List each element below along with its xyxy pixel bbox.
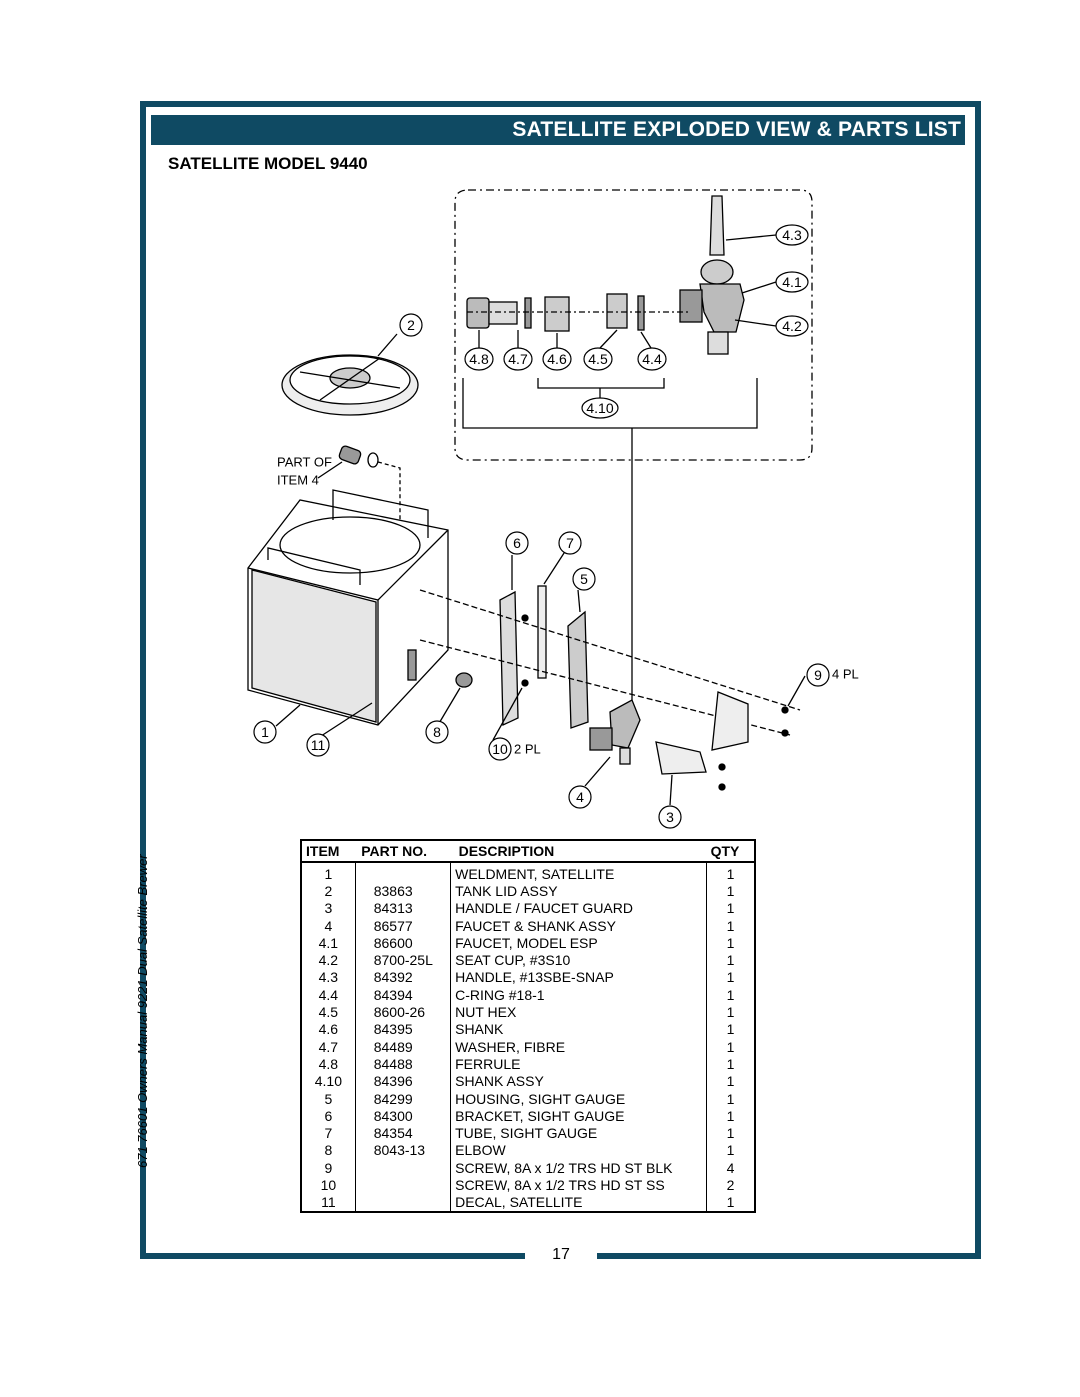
model-heading: SATELLITE MODEL 9440 — [168, 154, 368, 173]
cell-item: 4.8 — [318, 1055, 339, 1072]
cell-item: 4.6 — [318, 1021, 339, 1038]
cell-description: HANDLE / FAUCET GUARD — [451, 900, 707, 917]
header-part-no: PART NO. — [355, 840, 450, 862]
table-row — [301, 1159, 755, 1176]
part-of-label-line2: ITEM 4 — [277, 472, 319, 488]
cell-description: ELBOW — [451, 1142, 707, 1159]
cell-part-no: 84313 — [355, 900, 450, 917]
header-qty: QTY — [707, 840, 755, 862]
callout-4-7: 4.7 — [508, 351, 528, 367]
cell-part-no: 84300 — [355, 1107, 450, 1124]
cell-qty: 1 — [707, 1073, 755, 1090]
cell-qty: 1 — [707, 1003, 755, 1020]
cell-item: 4.5 — [318, 1004, 339, 1021]
cell-description: HANDLE, #13SBE-SNAP — [451, 969, 707, 986]
part-of-label-line1: PART OF — [277, 454, 332, 470]
cell-part-no: 84299 — [355, 1090, 450, 1107]
cell-qty: 4 — [707, 1159, 755, 1176]
cell-qty: 1 — [707, 1107, 755, 1124]
table-row — [301, 1073, 755, 1090]
cell-qty: 1 — [707, 1090, 755, 1107]
cell-qty: 1 — [707, 934, 755, 951]
cell-item: 10 — [320, 1176, 337, 1193]
cell-qty: 1 — [707, 1194, 755, 1212]
table-row — [301, 1055, 755, 1072]
cell-item: 5 — [324, 1090, 333, 1107]
callout-3: 3 — [666, 809, 674, 825]
table-row — [301, 1124, 755, 1141]
page-number: 17 — [552, 1246, 570, 1263]
cell-part-no — [355, 862, 450, 882]
frame-bottom-border-left — [140, 1253, 525, 1259]
cell-part-no — [355, 1176, 450, 1193]
satellite-body-drawing — [248, 490, 448, 738]
elbow-drawing — [438, 673, 472, 725]
cell-qty: 1 — [707, 900, 755, 917]
cell-qty: 1 — [707, 969, 755, 986]
cell-description: FAUCET, MODEL ESP — [451, 934, 707, 951]
cell-item: 8 — [324, 1142, 333, 1159]
frame-right-border — [975, 101, 981, 1259]
cell-part-no: 84395 — [355, 1021, 450, 1038]
table-row — [301, 1176, 755, 1193]
frame-bottom-border-right — [597, 1253, 981, 1259]
callout-1: 1 — [261, 724, 269, 740]
callout-4-8: 4.8 — [469, 351, 489, 367]
page-title-bar — [151, 115, 965, 145]
parts-list-table — [300, 839, 756, 1213]
callout-4-4: 4.4 — [642, 351, 662, 367]
callout-10-quantity: 2 PL — [514, 741, 541, 757]
exploded-view-diagram — [240, 180, 880, 830]
cell-description: NUT HEX — [451, 1003, 707, 1020]
cell-item: 4.10 — [314, 1073, 342, 1090]
callout-2: 2 — [407, 317, 415, 333]
cell-part-no — [355, 1159, 450, 1176]
table-row — [301, 1003, 755, 1020]
cell-item: 4.4 — [318, 986, 339, 1003]
cell-description: BRACKET, SIGHT GAUGE — [451, 1107, 707, 1124]
cell-part-no: 84489 — [355, 1038, 450, 1055]
table-row — [301, 900, 755, 917]
cell-description: WELDMENT, SATELLITE — [451, 862, 707, 882]
cell-item: 3 — [324, 900, 333, 917]
callout-4-2: 4.2 — [782, 318, 802, 334]
cell-description: SCREW, 8A x 1/2 TRS HD ST SS — [451, 1176, 707, 1193]
cell-part-no: 8043-13 — [355, 1142, 450, 1159]
cell-qty: 1 — [707, 1038, 755, 1055]
table-row — [301, 1021, 755, 1038]
cell-qty: 1 — [707, 986, 755, 1003]
cell-item: 6 — [324, 1107, 333, 1124]
table-row — [301, 1142, 755, 1159]
cell-part-no: 84488 — [355, 1055, 450, 1072]
faucet-detail-drawing — [680, 196, 776, 354]
cell-qty: 1 — [707, 951, 755, 968]
cell-item: 9 — [324, 1159, 333, 1176]
callout-6: 6 — [513, 535, 521, 551]
callout-8: 8 — [433, 724, 441, 740]
cell-qty: 1 — [707, 1124, 755, 1141]
cell-description: SHANK ASSY — [451, 1073, 707, 1090]
cell-item: 4.7 — [318, 1038, 339, 1055]
table-row — [301, 1038, 755, 1055]
table-row — [301, 969, 755, 986]
cell-part-no: 8700-25L — [355, 951, 450, 968]
table-row — [301, 1107, 755, 1124]
cell-part-no: 86577 — [355, 917, 450, 934]
header-description: DESCRIPTION — [451, 840, 707, 862]
cell-qty: 1 — [707, 917, 755, 934]
cell-qty: 1 — [707, 1055, 755, 1072]
cell-item: 11 — [321, 1194, 336, 1211]
cell-part-no: 83863 — [355, 882, 450, 899]
callout-11: 11 — [310, 737, 326, 753]
table-row — [301, 934, 755, 951]
callout-4-6: 4.6 — [547, 351, 567, 367]
cell-description: HOUSING, SIGHT GAUGE — [451, 1090, 707, 1107]
cell-part-no: 84394 — [355, 986, 450, 1003]
cell-part-no: 84392 — [355, 969, 450, 986]
cell-item: 7 — [324, 1125, 333, 1142]
table-row — [301, 862, 755, 882]
callout-5: 5 — [580, 571, 588, 587]
cell-qty: 1 — [707, 1021, 755, 1038]
cell-description: SHANK — [451, 1021, 707, 1038]
callout-4-3: 4.3 — [782, 227, 802, 243]
side-manual-caption: 671 76601 Owners Manual 9221 Dual Satellite Brewer — [135, 854, 150, 1168]
cell-description: FAUCET & SHANK ASSY — [451, 917, 707, 934]
cell-description: TANK LID ASSY — [451, 882, 707, 899]
cell-qty: 1 — [707, 882, 755, 899]
table-row — [301, 882, 755, 899]
cell-part-no: 86600 — [355, 934, 450, 951]
callout-7: 7 — [566, 535, 574, 551]
cell-qty: 1 — [707, 862, 755, 882]
cell-item: 4 — [324, 917, 333, 934]
cell-description: SEAT CUP, #3S10 — [451, 951, 707, 968]
parts-table-header-row — [301, 840, 755, 862]
cell-item: 1 — [324, 865, 333, 882]
cell-item: 4.1 — [318, 934, 339, 951]
cell-item: 4.3 — [318, 969, 339, 986]
callout-9-quantity: 4 PL — [832, 666, 859, 682]
cell-description: DECAL, SATELLITE — [451, 1194, 707, 1212]
table-row — [301, 1090, 755, 1107]
cell-part-no — [355, 1194, 450, 1212]
table-row — [301, 917, 755, 934]
cell-qty: 1 — [707, 1142, 755, 1159]
tank-lid-drawing — [282, 334, 418, 415]
header-item: ITEM — [301, 840, 355, 862]
detail-callout-box — [455, 190, 812, 460]
cell-description: WASHER, FIBRE — [451, 1038, 707, 1055]
cell-item: 2 — [324, 882, 333, 899]
parts-table-body — [301, 862, 755, 1212]
cell-qty: 2 — [707, 1176, 755, 1193]
callout-4-5: 4.5 — [588, 351, 608, 367]
cell-description: FERRULE — [451, 1055, 707, 1072]
cell-part-no: 84354 — [355, 1124, 450, 1141]
callout-10: 10 — [492, 741, 508, 757]
table-row — [301, 951, 755, 968]
page-title: SATELLITE EXPLODED VIEW & PARTS LIST — [512, 118, 961, 141]
cell-item: 4.2 — [318, 952, 339, 969]
cell-description: C-RING #18-1 — [451, 986, 707, 1003]
cell-description: TUBE, SIGHT GAUGE — [451, 1124, 707, 1141]
cell-part-no: 84396 — [355, 1073, 450, 1090]
table-row — [301, 986, 755, 1003]
callout-9: 9 — [814, 667, 822, 683]
callout-4: 4 — [576, 789, 584, 805]
cell-description: SCREW, 8A x 1/2 TRS HD ST BLK — [451, 1159, 707, 1176]
callout-4-1: 4.1 — [782, 274, 802, 290]
table-row — [301, 1194, 755, 1212]
cell-part-no: 8600-26 — [355, 1003, 450, 1020]
frame-top-border — [140, 101, 981, 107]
callout-4-10: 4.10 — [586, 400, 614, 416]
